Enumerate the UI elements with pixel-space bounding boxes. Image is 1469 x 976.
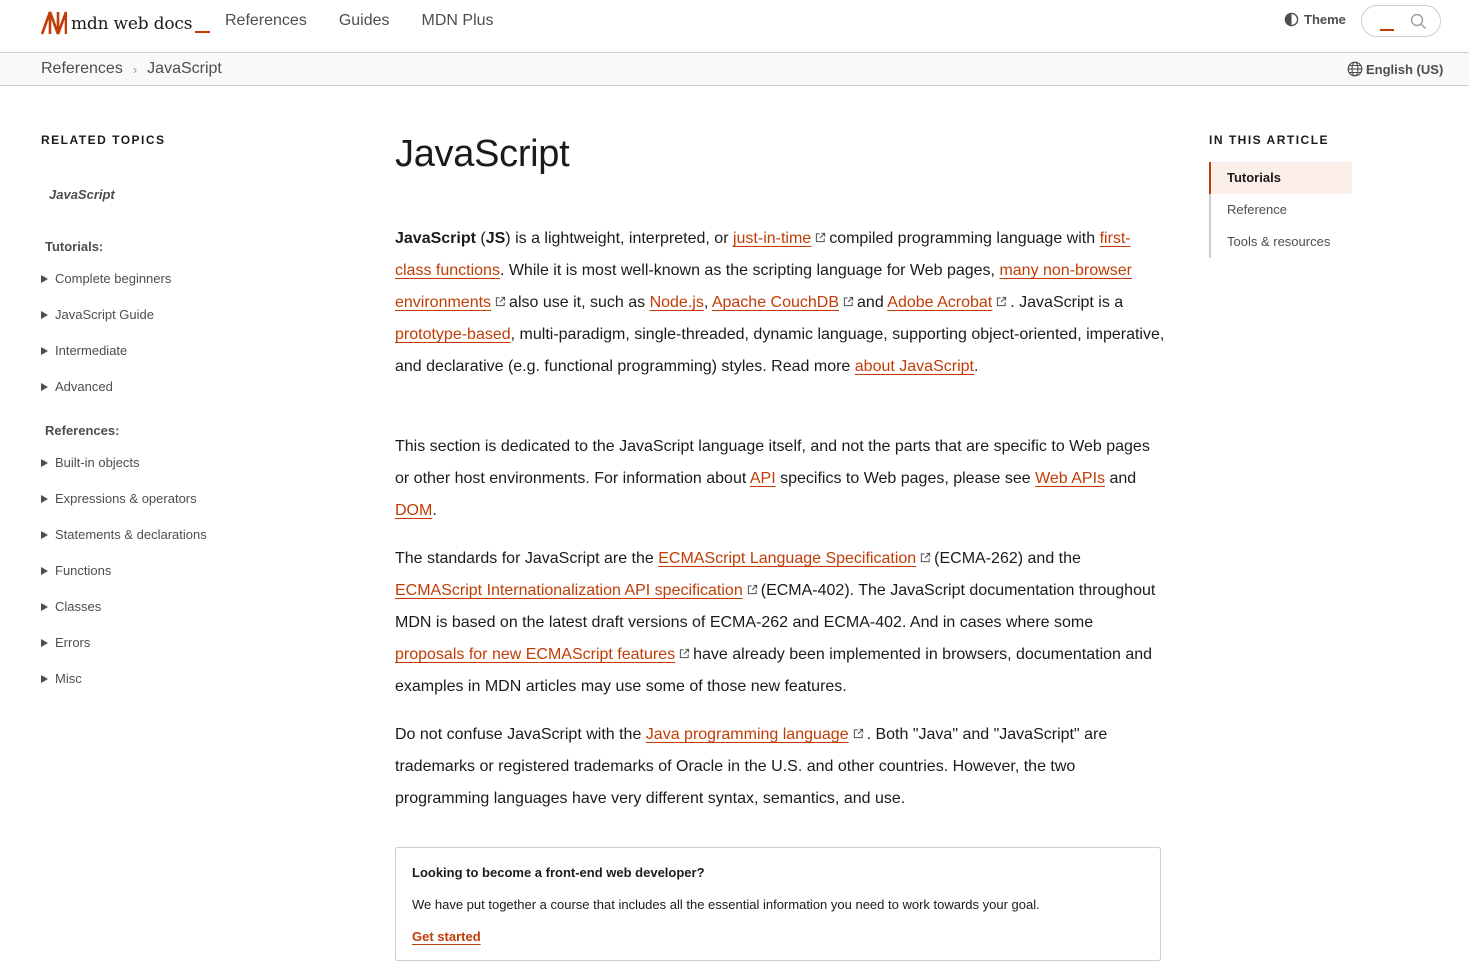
- sidebar-group-tutorials: Tutorials:: [45, 239, 104, 254]
- standards-paragraph: [395, 543, 1165, 703]
- text: ) is a lightweight, interpreted, or: [505, 230, 733, 247]
- sidebar-item-label: JavaScript Guide: [55, 307, 154, 322]
- sidebar-item-complete-beginners[interactable]: [41, 271, 171, 286]
- theme-button[interactable]: [1284, 12, 1346, 27]
- external-link-icon: [679, 648, 690, 659]
- text: Do not confuse JavaScript with the: [395, 726, 646, 743]
- breadcrumb-bar: [0, 53, 1469, 86]
- intro-paragraph: [395, 223, 1165, 383]
- text: . While it is most well-known as the scripting language for Web pages,: [499, 262, 1000, 279]
- theme-label: Theme: [1304, 12, 1346, 27]
- sidebar-item-label: Statements & declarations: [55, 527, 207, 542]
- page-title: JavaScript: [395, 133, 570, 175]
- chevron-right-icon: ›: [132, 61, 138, 77]
- toc-item-tutorials[interactable]: Tutorials: [1209, 162, 1352, 194]
- external-link-icon: [843, 296, 854, 307]
- sidebar-item-label: Complete beginners: [55, 271, 172, 286]
- sidebar-item-built-in-objects[interactable]: [41, 455, 140, 470]
- sidebar-item-label: Classes: [55, 599, 102, 614]
- link-first-class-functions[interactable]: first-class functions: [395, 230, 1131, 279]
- link-ecmascript-proposals[interactable]: proposals for new ECMAScript features: [395, 646, 676, 663]
- disclosure-triangle-icon: [41, 567, 48, 575]
- mdn-logo[interactable]: [41, 9, 210, 35]
- java-paragraph: [395, 719, 1165, 815]
- sidebar-item-javascript-guide[interactable]: [41, 307, 154, 322]
- breadcrumb-javascript[interactable]: JavaScript: [147, 60, 222, 77]
- disclosure-triangle-icon: [41, 459, 48, 467]
- sidebar-item-expressions-operators[interactable]: [41, 491, 197, 506]
- text: have already been implemented in browsers, documentation and examples in MDN articles may use some of those new features.: [395, 646, 1153, 695]
- sidebar-item-label: Expressions & operators: [55, 491, 197, 506]
- logo-cursor: [195, 31, 210, 33]
- sidebar-current-page[interactable]: JavaScript: [49, 187, 115, 202]
- sidebar-heading: RELATED TOPICS: [41, 133, 166, 147]
- nav-guides[interactable]: Guides: [338, 12, 390, 29]
- sidebar-item-classes[interactable]: [41, 599, 101, 614]
- sidebar-item-label: Advanced: [55, 379, 113, 394]
- link-web-apis[interactable]: Web APIs: [1035, 470, 1106, 487]
- text: and: [1105, 470, 1137, 487]
- top-header: [0, 0, 1469, 53]
- sidebar-item-misc[interactable]: [41, 671, 82, 686]
- get-started-link[interactable]: Get started: [412, 929, 481, 944]
- link-nodejs[interactable]: Node.js: [649, 294, 704, 311]
- sidebar-item-label: Intermediate: [55, 343, 128, 358]
- text: also use it, such as: [509, 294, 650, 311]
- link-dom[interactable]: DOM: [395, 502, 433, 519]
- external-link-icon: [920, 552, 931, 563]
- text: (ECMA-402). The JavaScript documentation throughout MDN is based on the latest draft versions of ECMA-262 and ECMA-402. And in cases where some: [395, 582, 1156, 631]
- disclosure-triangle-icon: [41, 383, 48, 391]
- disclosure-triangle-icon: [41, 531, 48, 539]
- external-link-icon: [853, 728, 864, 739]
- strong-js-abbr: JS: [485, 230, 506, 247]
- external-link-icon: [495, 296, 506, 307]
- sidebar-item-label: Built-in objects: [55, 455, 140, 470]
- main-content: [395, 128, 1165, 944]
- link-non-browser-environments[interactable]: many non-browser environments: [395, 262, 1132, 311]
- text: specifics to Web pages, please see: [775, 470, 1036, 487]
- text: (: [475, 230, 486, 247]
- scope-paragraph: [395, 431, 1165, 527]
- sidebar-item-label: Functions: [55, 563, 112, 578]
- text: and: [857, 294, 888, 311]
- search-icon: [1410, 13, 1427, 30]
- language-switcher[interactable]: [1347, 61, 1443, 77]
- text: . Both "Java" and "JavaScript" are trademarks or registered trademarks of Oracle in the U.S. and other countries. However, the two programming languages have very different syntax, semantics, and use.: [395, 726, 1108, 807]
- link-java[interactable]: Java programming language: [645, 726, 849, 743]
- disclosure-triangle-icon: [41, 639, 48, 647]
- disclosure-triangle-icon: [41, 603, 48, 611]
- external-link-icon: [747, 584, 758, 595]
- text: This section is dedicated to the JavaScript language itself, and not the parts that are specific to Web pages or other host environments. For information about: [395, 438, 1150, 487]
- text: . JavaScript is a: [1010, 294, 1124, 311]
- sidebar-item-advanced[interactable]: [41, 379, 113, 394]
- external-link-icon: [815, 232, 826, 243]
- toc-item-tools-resources[interactable]: Tools & resources: [1227, 234, 1331, 249]
- text: , multi-paradigm, single-threaded, dynamic language, supporting object-oriented, imperative, and declarative (e.g. functional programming) styles. Read more: [395, 326, 1165, 375]
- sidebar-item-label: Errors: [55, 635, 91, 650]
- sidebar-item-errors[interactable]: [41, 635, 90, 650]
- link-adobe-acrobat[interactable]: Adobe Acrobat: [887, 294, 993, 311]
- disclosure-triangle-icon: [41, 311, 48, 319]
- sidebar: [41, 133, 341, 686]
- text: .: [432, 502, 437, 519]
- sidebar-group-references: References:: [45, 423, 120, 438]
- callout-body: We have put together a course that includes all the essential information you need to work towards your goal.: [412, 897, 1040, 912]
- sidebar-item-label: Misc: [55, 671, 82, 686]
- search-input[interactable]: [1361, 5, 1441, 37]
- text: .: [973, 358, 979, 375]
- link-about-javascript[interactable]: about JavaScript: [854, 358, 974, 375]
- strong-javascript: JavaScript: [395, 230, 476, 247]
- disclosure-triangle-icon: [41, 275, 48, 283]
- breadcrumb-references[interactable]: References: [41, 60, 123, 77]
- breadcrumb: [41, 60, 222, 78]
- link-ecma-262[interactable]: ECMAScript Language Specification: [658, 550, 917, 567]
- sidebar-item-statements-declarations[interactable]: [41, 527, 207, 542]
- link-just-in-time[interactable]: just-in-time: [732, 230, 812, 247]
- text: The standards for JavaScript are the: [395, 550, 659, 567]
- disclosure-triangle-icon: [41, 495, 48, 503]
- sidebar-item-intermediate[interactable]: [41, 343, 127, 358]
- toc-item-reference[interactable]: Reference: [1227, 202, 1287, 217]
- language-label: English (US): [1366, 61, 1444, 77]
- main-nav: [225, 11, 494, 31]
- text: compiled programming language with: [829, 230, 1096, 247]
- text: (ECMA-262) and the: [934, 550, 1081, 567]
- link-ecma-402[interactable]: ECMAScript Internationalization API specification: [395, 582, 743, 599]
- callout-box: [395, 847, 1161, 961]
- toc-heading: IN THIS ARTICLE: [1209, 133, 1330, 147]
- table-of-contents: [1209, 133, 1352, 249]
- link-apache-couchdb[interactable]: Apache CouchDB: [711, 294, 840, 311]
- external-link-icon: [996, 296, 1007, 307]
- callout-title: Looking to become a front-end web developer?: [412, 865, 705, 880]
- globe-icon: [1347, 61, 1363, 77]
- nav-references[interactable]: References: [225, 12, 307, 29]
- mdn-logo-icon: [41, 11, 67, 35]
- disclosure-triangle-icon: [41, 347, 48, 355]
- nav-mdn-plus[interactable]: MDN Plus: [421, 12, 494, 29]
- logo-text: mdn web docs: [71, 14, 193, 34]
- toc-list: [1209, 162, 1352, 258]
- link-api[interactable]: API: [749, 470, 776, 487]
- search-shortcut-hint: [1380, 29, 1394, 31]
- link-prototype-based[interactable]: prototype-based: [395, 326, 511, 343]
- sidebar-item-functions[interactable]: [41, 563, 111, 578]
- theme-icon: [1284, 12, 1299, 27]
- text: ,: [703, 294, 712, 311]
- disclosure-triangle-icon: [41, 675, 48, 683]
